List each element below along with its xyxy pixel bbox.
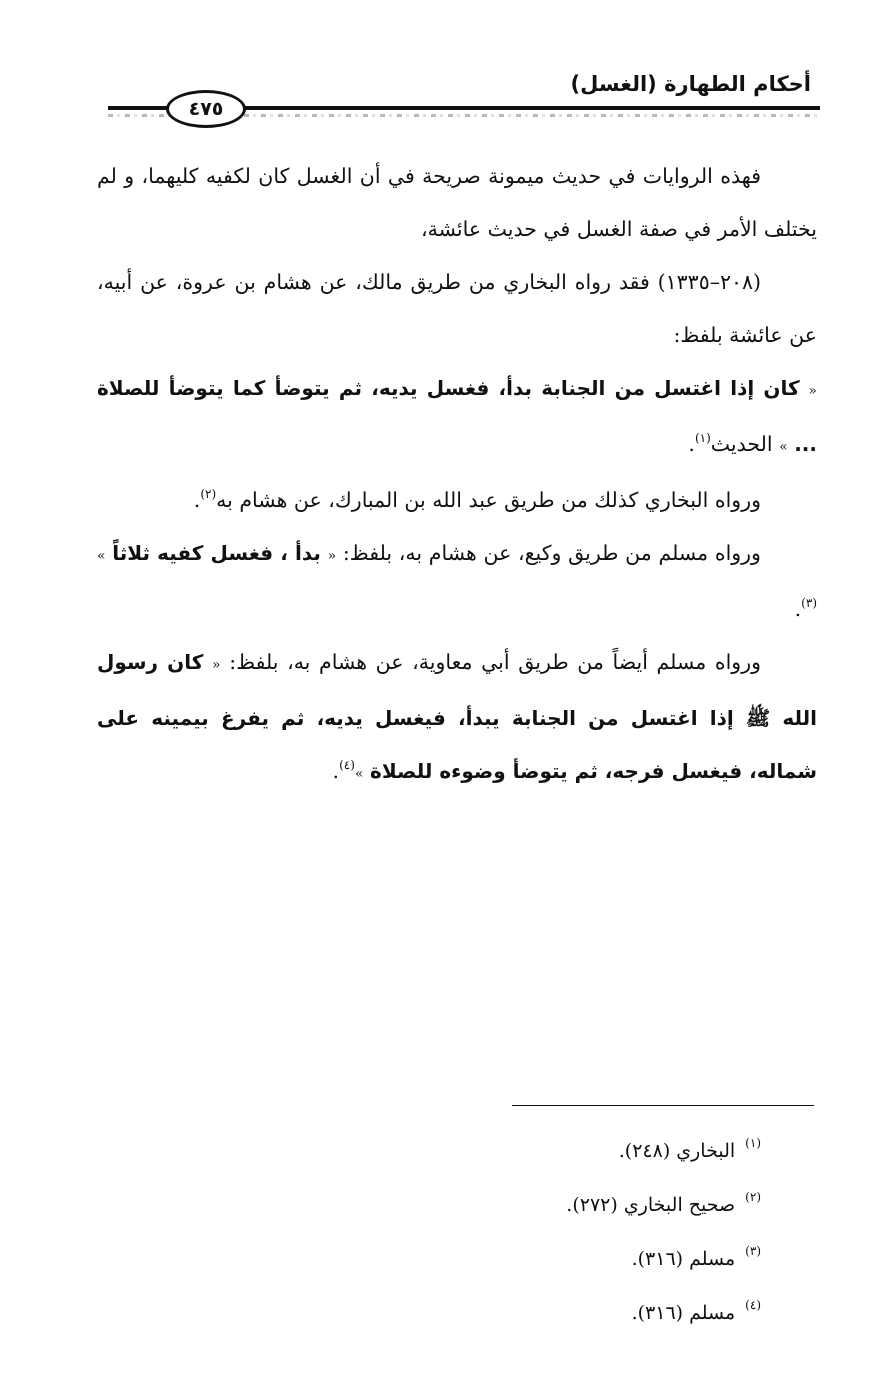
quote-close-mark: »: [97, 548, 106, 564]
paragraph-text: ورواه مسلم أيضاً من طريق أبي معاوية، عن هشام به، بلفظ:: [229, 650, 761, 674]
hadith-tail: الحديث: [710, 432, 773, 456]
paragraph-muslim-abu-muawiya: [97, 636, 817, 801]
page-number: ٤٧٥: [166, 90, 246, 128]
footnote-number: (٣): [745, 1244, 761, 1258]
footnote-item: [361, 1178, 761, 1232]
footnote-item: [361, 1286, 761, 1340]
paragraph-text: ورواه مسلم من طريق وكيع، عن هشام به، بلفظ:: [342, 541, 761, 565]
quote-open-mark: «: [808, 383, 817, 399]
footnote-text: صحيح البخاري (٢٧٢).: [566, 1194, 736, 1216]
hadith-quote: بدأ ، فغسل كفيه ثلاثاً: [112, 541, 321, 565]
paragraph-bukhari-mubarak: [97, 474, 817, 527]
footnote-number: (٢): [745, 1190, 761, 1204]
paragraph-bukhari-malik: (٢٠٨–١٣٣٥) فقد رواه البخاري من طريق مالك، عن هشام بن عروة، عن أبيه، عن عائشة بلفظ:: [97, 270, 817, 347]
quote-close-mark: »: [779, 439, 788, 455]
footnote-ref-2: (٢): [200, 487, 217, 501]
paragraph-text: ورواه البخاري كذلك من طريق عبد الله بن المبارك، عن هشام به: [216, 488, 761, 512]
footnote-item: [361, 1124, 761, 1178]
footnote-text: مسلم (٣١٦).: [631, 1248, 736, 1270]
footnote-ref-1: (١): [694, 431, 711, 445]
hadith-quote: كان إذا اغتسل من الجنابة بدأ، فغسل يديه، ثم يتوضأ كما يتوضأ للصلاة ...: [97, 376, 817, 456]
footnote-ref-4: (٤): [339, 758, 355, 772]
footnote-separator: [512, 1105, 814, 1106]
footnote-item: [361, 1232, 761, 1286]
paragraph-quote-aisha: [97, 362, 817, 474]
running-header-title: أحكام الطهارة (الغسل): [570, 72, 811, 96]
sentence-end: .: [794, 597, 802, 621]
hadith-quote: كان رسول الله ﷺ إذا اغتسل من الجنابة يبدأ، فيغسل يديه، ثم يفرغ بيمينه على شماله، فيغسل فرجه، ثم يتوضأ وضوءه للصلاة: [97, 650, 817, 783]
paragraph-muslim-waki: [97, 527, 817, 636]
sentence-end: .: [688, 432, 695, 456]
quote-open-mark: «: [327, 548, 337, 564]
paragraph-maymuna: فهذه الروايات في حديث ميمونة صريحة في أن الغسل كان لكفيه كليهما، و لم يختلف الأمر في صفة الغسل في حديث عائشة،: [97, 164, 817, 241]
footnote-ref-3: (٣): [801, 596, 817, 610]
footnote-number: (٤): [745, 1298, 761, 1312]
footnote-text: مسلم (٣١٦).: [631, 1302, 736, 1324]
footnote-number: (١): [745, 1136, 761, 1150]
main-text: [97, 150, 817, 801]
sentence-end: .: [332, 759, 340, 783]
quote-close-mark: »: [354, 766, 364, 782]
sentence-end: .: [193, 488, 201, 512]
footnotes: [361, 1124, 761, 1340]
footnote-text: البخاري (٢٤٨).: [618, 1140, 736, 1162]
quote-open-mark: «: [212, 657, 221, 673]
